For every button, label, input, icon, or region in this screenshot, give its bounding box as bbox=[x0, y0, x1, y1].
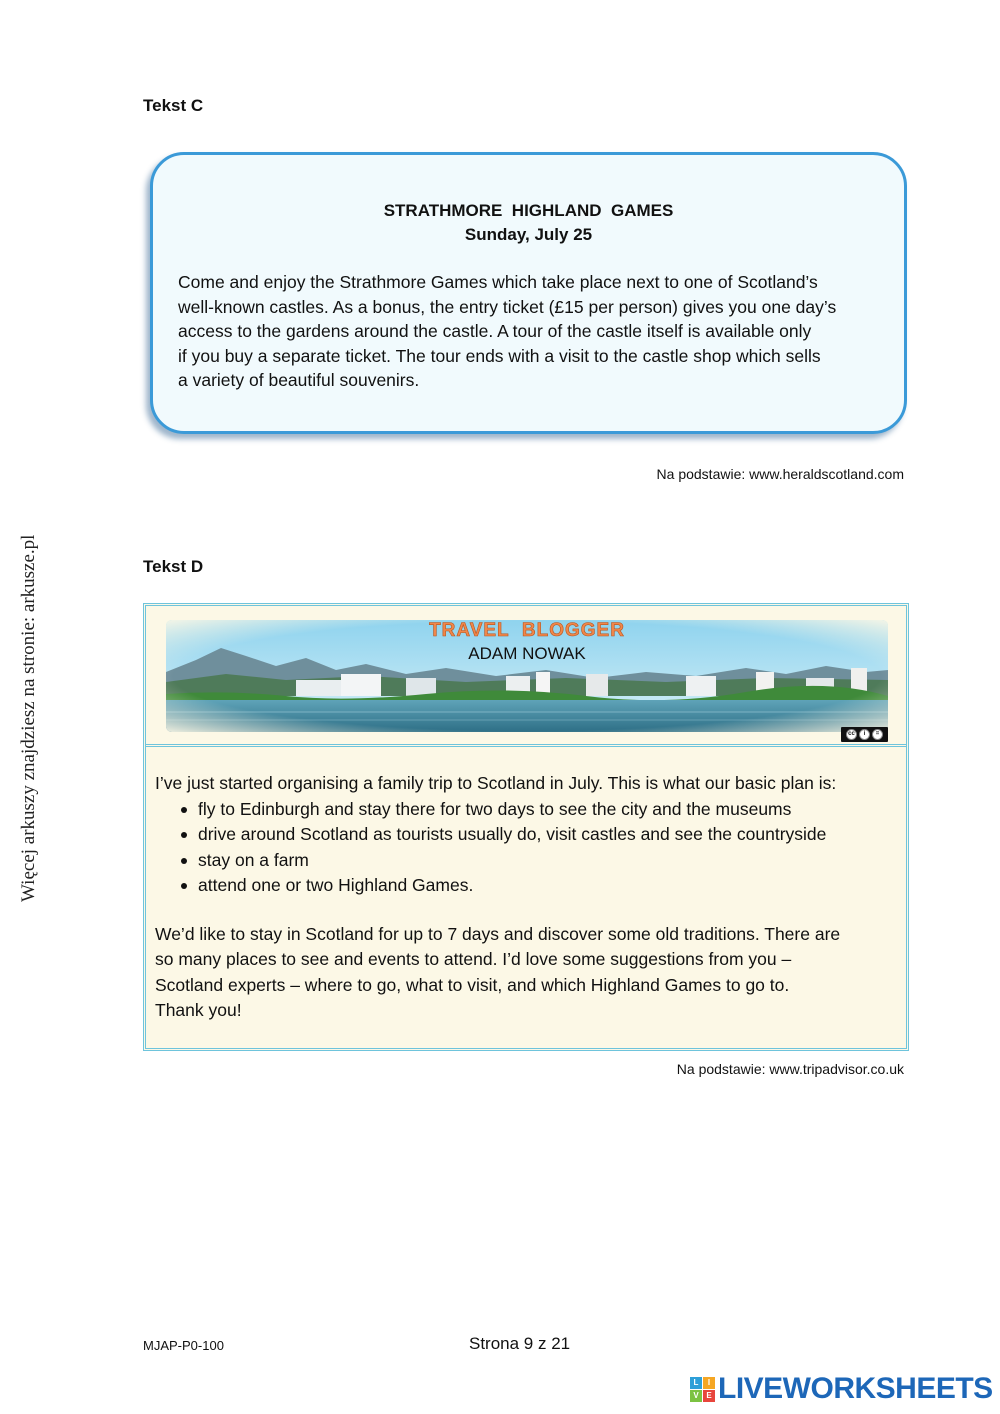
text-d-source: Na podstawie: www.tripadvisor.co.uk bbox=[676, 1061, 904, 1077]
blog-closing-line: so many places to see and events to attend. I’d love some suggestions from you – bbox=[155, 949, 792, 969]
blog-intro: I’ve just started organising a family trip to Scotland in July. This is what our basic plan is: bbox=[155, 773, 837, 793]
text-c-source: Na podstawie: www.heraldscotland.com bbox=[656, 466, 904, 482]
liveworksheets-icon bbox=[690, 1377, 715, 1402]
blog-closing-line: Thank you! bbox=[155, 1000, 242, 1020]
blogger-name: ADAM NOWAK bbox=[468, 644, 586, 663]
text-c-heading bbox=[153, 199, 904, 247]
blog-closing-line: Scotland experts – where to go, what to visit, and which Highland Games to go to. bbox=[155, 974, 790, 995]
text-c-line: well-known castles. As a bonus, the entry ticket (£15 per person) gives you one day’s bbox=[178, 296, 837, 317]
event-title: STRATHMORE HIGHLAND GAMES bbox=[383, 201, 674, 220]
page-number: Strona 9 z 21 bbox=[469, 1334, 571, 1353]
logo-letter: E bbox=[703, 1390, 715, 1402]
text-c-line: a variety of beautiful souvenirs. bbox=[178, 370, 420, 390]
liveworksheets-logo[interactable] bbox=[690, 1372, 993, 1406]
side-watermark-text: Więcej arkuszy znajdziesz na stronie: arkusze.pl bbox=[18, 534, 39, 902]
creative-commons-icon bbox=[841, 727, 888, 742]
blog-banner-area bbox=[146, 606, 906, 747]
text-c-label: Tekst C bbox=[143, 96, 204, 115]
liveworksheets-wordmark: LIVEWORKSHEETS bbox=[718, 1372, 993, 1405]
blog-banner-image bbox=[166, 620, 888, 732]
text-c-body bbox=[178, 270, 878, 393]
cc-by-icon: i bbox=[859, 729, 870, 740]
text-c-line: access to the gardens around the castle. A tour of the castle itself is available only bbox=[178, 321, 812, 341]
plan-list bbox=[155, 797, 895, 899]
text-c-line: Come and enjoy the Strathmore Games which take place next to one of Scotland’s bbox=[178, 272, 818, 292]
blog-banner-title: TRAVEL BLOGGER bbox=[429, 620, 625, 641]
list-item: fly to Edinburgh and stay there for two days to see the city and the museums bbox=[198, 797, 895, 823]
logo-letter: I bbox=[703, 1377, 715, 1389]
blog-closing-line: We’d like to stay in Scotland for up to 7 days and discover some old traditions. There are bbox=[155, 923, 841, 944]
logo-letter: V bbox=[690, 1390, 702, 1402]
list-item: stay on a farm bbox=[198, 848, 895, 874]
blog-closing bbox=[155, 922, 895, 1024]
text-c-line: if you buy a separate ticket. The tour ends with a visit to the castle shop which sells bbox=[178, 345, 821, 366]
cc-nd-icon: = bbox=[872, 729, 883, 740]
list-item: attend one or two Highland Games. bbox=[198, 873, 895, 899]
exam-code: MJAP-P0-100 bbox=[143, 1338, 224, 1353]
logo-letter: L bbox=[690, 1377, 702, 1389]
cc-icon: cc bbox=[846, 729, 857, 740]
text-d-box bbox=[143, 603, 909, 1051]
blog-post-text bbox=[155, 771, 895, 1024]
text-c-box bbox=[150, 152, 907, 434]
event-date: Sunday, July 25 bbox=[464, 225, 593, 244]
list-item: drive around Scotland as tourists usually do, visit castles and see the countryside bbox=[198, 822, 895, 848]
text-d-label: Tekst D bbox=[143, 557, 204, 576]
